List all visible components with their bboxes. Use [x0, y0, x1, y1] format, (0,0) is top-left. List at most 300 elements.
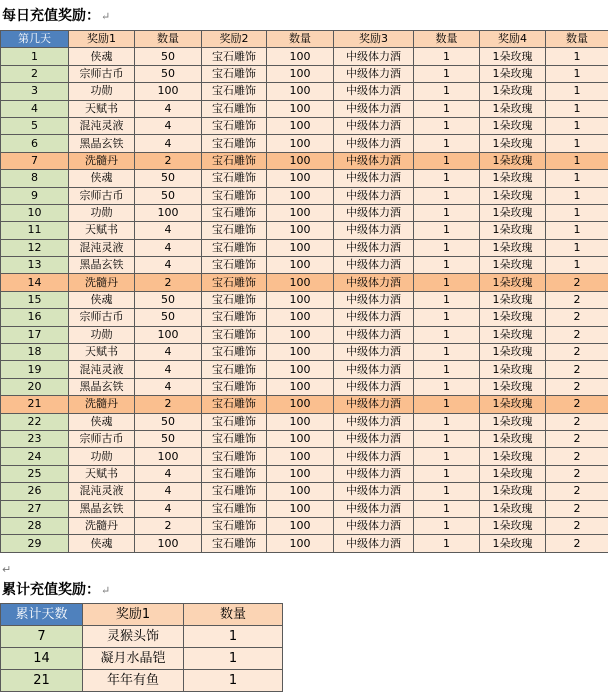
reward-cell: 凝月水晶铠: [83, 648, 184, 670]
reward4-cell: 1朵玫瑰: [480, 344, 546, 361]
reward2-cell: 宝石雕饰: [202, 152, 267, 169]
quantity3-cell: 1: [414, 187, 480, 204]
day-cell: 17: [1, 326, 69, 343]
reward3-cell: 中级体力酒: [334, 344, 414, 361]
reward3-cell: 中级体力酒: [334, 430, 414, 447]
reward3-cell: 中级体力酒: [334, 309, 414, 326]
day-cell: 21: [1, 396, 69, 413]
reward2-cell: 宝石雕饰: [202, 344, 267, 361]
day-cell: 18: [1, 344, 69, 361]
table-row: [1, 309, 608, 326]
quantity3-cell: 1: [414, 170, 480, 187]
reward3-cell: 中级体力酒: [334, 257, 414, 274]
reward1-cell: 宗师古币: [69, 187, 135, 204]
quantity2-cell: 100: [267, 187, 334, 204]
reward3-cell: 中级体力酒: [334, 500, 414, 517]
table-row: [1, 291, 608, 308]
reward2-cell: 宝石雕饰: [202, 170, 267, 187]
reward2-cell: 宝石雕饰: [202, 291, 267, 308]
quantity4-cell: 2: [546, 483, 608, 500]
reward1-cell: 天赋书: [69, 222, 135, 239]
day-cell: 1: [1, 48, 69, 65]
quantity1-cell: 4: [135, 257, 202, 274]
reward3-cell: 中级体力酒: [334, 396, 414, 413]
reward1-cell: 黑晶玄铁: [69, 135, 135, 152]
quantity3-cell: 1: [414, 309, 480, 326]
reward1-cell: 天赋书: [69, 465, 135, 482]
reward4-cell: 1朵玫瑰: [480, 378, 546, 395]
quantity3-cell: 1: [414, 274, 480, 291]
quantity1-cell: 4: [135, 222, 202, 239]
reward3-cell: 中级体力酒: [334, 152, 414, 169]
reward1-cell: 功勋: [69, 448, 135, 465]
quantity2-cell: 100: [267, 274, 334, 291]
quantity2-cell: 100: [267, 448, 334, 465]
reward2-cell: 宝石雕饰: [202, 257, 267, 274]
table-row: [1, 152, 608, 169]
quantity4-cell: 1: [546, 204, 608, 221]
day-cell: 29: [1, 535, 69, 552]
quantity1-cell: 100: [135, 326, 202, 343]
reward2-cell: 宝石雕饰: [202, 239, 267, 256]
day-cell: 5: [1, 117, 69, 134]
quantity4-cell: 2: [546, 413, 608, 430]
column-header: 奖励1: [83, 604, 184, 626]
table-row: [1, 378, 608, 395]
reward4-cell: 1朵玫瑰: [480, 396, 546, 413]
table-row: [1, 430, 608, 447]
quantity2-cell: 100: [267, 378, 334, 395]
quantity1-cell: 50: [135, 430, 202, 447]
table-row: [1, 274, 608, 291]
day-cell: 24: [1, 448, 69, 465]
table-row: [1, 83, 608, 100]
reward2-cell: 宝石雕饰: [202, 465, 267, 482]
table-row: [1, 204, 608, 221]
reward2-cell: 宝石雕饰: [202, 535, 267, 552]
quantity1-cell: 4: [135, 378, 202, 395]
day-cell: 8: [1, 170, 69, 187]
reward4-cell: 1朵玫瑰: [480, 65, 546, 82]
column-header: 数量: [414, 31, 480, 48]
table-row: [1, 626, 283, 648]
quantity4-cell: 2: [546, 430, 608, 447]
quantity1-cell: 2: [135, 517, 202, 534]
quantity1-cell: 50: [135, 48, 202, 65]
quantity1-cell: 4: [135, 344, 202, 361]
quantity-cell: 1: [184, 626, 283, 648]
table-row: [1, 65, 608, 82]
reward3-cell: 中级体力酒: [334, 535, 414, 552]
reward2-cell: 宝石雕饰: [202, 517, 267, 534]
day-cell: 6: [1, 135, 69, 152]
quantity2-cell: 100: [267, 535, 334, 552]
reward3-cell: 中级体力酒: [334, 100, 414, 117]
quantity3-cell: 1: [414, 535, 480, 552]
quantity4-cell: 1: [546, 152, 608, 169]
reward3-cell: 中级体力酒: [334, 83, 414, 100]
reward3-cell: 中级体力酒: [334, 135, 414, 152]
quantity2-cell: 100: [267, 117, 334, 134]
quantity1-cell: 100: [135, 448, 202, 465]
table-row: [1, 170, 608, 187]
reward2-cell: 宝石雕饰: [202, 48, 267, 65]
reward3-cell: 中级体力酒: [334, 291, 414, 308]
table-row: [1, 257, 608, 274]
reward4-cell: 1朵玫瑰: [480, 500, 546, 517]
table-row: [1, 187, 608, 204]
day-cell: 10: [1, 204, 69, 221]
reward1-cell: 侠魂: [69, 291, 135, 308]
paragraph-mark-icon: ↵: [2, 563, 11, 576]
reward2-cell: 宝石雕饰: [202, 135, 267, 152]
quantity1-cell: 4: [135, 135, 202, 152]
reward1-cell: 功勋: [69, 204, 135, 221]
quantity2-cell: 100: [267, 135, 334, 152]
reward2-cell: 宝石雕饰: [202, 187, 267, 204]
quantity2-cell: 100: [267, 413, 334, 430]
day-cell: 12: [1, 239, 69, 256]
reward4-cell: 1朵玫瑰: [480, 135, 546, 152]
day-cell: 27: [1, 500, 69, 517]
quantity4-cell: 1: [546, 83, 608, 100]
quantity1-cell: 4: [135, 465, 202, 482]
reward1-cell: 天赋书: [69, 100, 135, 117]
quantity3-cell: 1: [414, 48, 480, 65]
quantity3-cell: 1: [414, 135, 480, 152]
quantity1-cell: 100: [135, 535, 202, 552]
column-header: 数量: [135, 31, 202, 48]
day-cell: 19: [1, 361, 69, 378]
reward1-cell: 洗髓丹: [69, 396, 135, 413]
reward3-cell: 中级体力酒: [334, 465, 414, 482]
reward3-cell: 中级体力酒: [334, 274, 414, 291]
day-cell: 23: [1, 430, 69, 447]
table-row: [1, 117, 608, 134]
reward1-cell: 侠魂: [69, 413, 135, 430]
quantity2-cell: 100: [267, 204, 334, 221]
quantity2-cell: 100: [267, 361, 334, 378]
table-row: [1, 361, 608, 378]
quantity4-cell: 1: [546, 100, 608, 117]
reward4-cell: 1朵玫瑰: [480, 152, 546, 169]
reward1-cell: 侠魂: [69, 48, 135, 65]
reward2-cell: 宝石雕饰: [202, 448, 267, 465]
column-header: 数量: [184, 604, 283, 626]
quantity4-cell: 2: [546, 361, 608, 378]
day-cell: 16: [1, 309, 69, 326]
reward4-cell: 1朵玫瑰: [480, 483, 546, 500]
quantity4-cell: 1: [546, 239, 608, 256]
day-cell: 2: [1, 65, 69, 82]
quantity1-cell: 50: [135, 65, 202, 82]
reward4-cell: 1朵玫瑰: [480, 361, 546, 378]
quantity3-cell: 1: [414, 222, 480, 239]
daily-header-row: [1, 31, 608, 48]
reward3-cell: 中级体力酒: [334, 170, 414, 187]
quantity4-cell: 1: [546, 170, 608, 187]
quantity3-cell: 1: [414, 500, 480, 517]
quantity2-cell: 100: [267, 48, 334, 65]
quantity4-cell: 2: [546, 517, 608, 534]
reward4-cell: 1朵玫瑰: [480, 309, 546, 326]
day-cell: 25: [1, 465, 69, 482]
quantity2-cell: 100: [267, 326, 334, 343]
reward3-cell: 中级体力酒: [334, 48, 414, 65]
quantity3-cell: 1: [414, 344, 480, 361]
reward1-cell: 黑晶玄铁: [69, 257, 135, 274]
day-cell: 9: [1, 187, 69, 204]
table-row: [1, 239, 608, 256]
reward1-cell: 天赋书: [69, 344, 135, 361]
quantity1-cell: 2: [135, 396, 202, 413]
quantity3-cell: 1: [414, 326, 480, 343]
quantity2-cell: 100: [267, 65, 334, 82]
day-cell: 13: [1, 257, 69, 274]
reward1-cell: 黑晶玄铁: [69, 500, 135, 517]
reward2-cell: 宝石雕饰: [202, 204, 267, 221]
quantity4-cell: 1: [546, 222, 608, 239]
day-cell: 3: [1, 83, 69, 100]
table-row: [1, 648, 283, 670]
day-cell: 15: [1, 291, 69, 308]
table-row: [1, 517, 608, 534]
quantity4-cell: 1: [546, 187, 608, 204]
reward2-cell: 宝石雕饰: [202, 117, 267, 134]
table-row: [1, 465, 608, 482]
quantity3-cell: 1: [414, 117, 480, 134]
quantity1-cell: 50: [135, 291, 202, 308]
quantity3-cell: 1: [414, 204, 480, 221]
reward4-cell: 1朵玫瑰: [480, 257, 546, 274]
quantity3-cell: 1: [414, 413, 480, 430]
days-cell: 7: [1, 626, 83, 648]
reward1-cell: 宗师古币: [69, 309, 135, 326]
quantity2-cell: 100: [267, 465, 334, 482]
quantity3-cell: 1: [414, 448, 480, 465]
paragraph-mark-icon: ↵: [101, 10, 110, 23]
quantity3-cell: 1: [414, 396, 480, 413]
table-row: [1, 100, 608, 117]
day-cell: 20: [1, 378, 69, 395]
table-row: [1, 413, 608, 430]
reward4-cell: 1朵玫瑰: [480, 430, 546, 447]
quantity2-cell: 100: [267, 291, 334, 308]
daily-rewards-heading: 每日充值奖励：↵: [2, 8, 110, 25]
reward4-cell: 1朵玫瑰: [480, 326, 546, 343]
reward4-cell: 1朵玫瑰: [480, 535, 546, 552]
reward2-cell: 宝石雕饰: [202, 396, 267, 413]
table-row: [1, 326, 608, 343]
quantity3-cell: 1: [414, 361, 480, 378]
reward4-cell: 1朵玫瑰: [480, 100, 546, 117]
quantity3-cell: 1: [414, 430, 480, 447]
cumulative-header-row: [1, 604, 283, 626]
quantity4-cell: 2: [546, 326, 608, 343]
quantity1-cell: 50: [135, 187, 202, 204]
reward2-cell: 宝石雕饰: [202, 483, 267, 500]
reward1-cell: 洗髓丹: [69, 152, 135, 169]
reward4-cell: 1朵玫瑰: [480, 291, 546, 308]
quantity3-cell: 1: [414, 378, 480, 395]
quantity2-cell: 100: [267, 517, 334, 534]
quantity1-cell: 4: [135, 500, 202, 517]
quantity2-cell: 100: [267, 430, 334, 447]
reward2-cell: 宝石雕饰: [202, 65, 267, 82]
quantity4-cell: 2: [546, 344, 608, 361]
reward1-cell: 洗髓丹: [69, 274, 135, 291]
quantity4-cell: 2: [546, 309, 608, 326]
reward3-cell: 中级体力酒: [334, 483, 414, 500]
table-row: [1, 344, 608, 361]
day-cell: 11: [1, 222, 69, 239]
quantity2-cell: 100: [267, 396, 334, 413]
quantity1-cell: 4: [135, 239, 202, 256]
quantity2-cell: 100: [267, 170, 334, 187]
day-cell: 26: [1, 483, 69, 500]
reward1-cell: 功勋: [69, 83, 135, 100]
quantity4-cell: 2: [546, 500, 608, 517]
quantity1-cell: 4: [135, 361, 202, 378]
reward2-cell: 宝石雕饰: [202, 361, 267, 378]
quantity1-cell: 2: [135, 274, 202, 291]
quantity4-cell: 2: [546, 448, 608, 465]
quantity1-cell: 100: [135, 204, 202, 221]
table-row: [1, 222, 608, 239]
reward4-cell: 1朵玫瑰: [480, 117, 546, 134]
table-row: [1, 500, 608, 517]
reward3-cell: 中级体力酒: [334, 413, 414, 430]
reward3-cell: 中级体力酒: [334, 239, 414, 256]
reward2-cell: 宝石雕饰: [202, 309, 267, 326]
column-header: 数量: [267, 31, 334, 48]
quantity4-cell: 2: [546, 274, 608, 291]
daily-rewards-table: [0, 30, 608, 553]
quantity2-cell: 100: [267, 257, 334, 274]
reward4-cell: 1朵玫瑰: [480, 413, 546, 430]
quantity2-cell: 100: [267, 483, 334, 500]
quantity1-cell: 50: [135, 413, 202, 430]
reward2-cell: 宝石雕饰: [202, 500, 267, 517]
column-header: 奖励1: [69, 31, 135, 48]
quantity2-cell: 100: [267, 100, 334, 117]
reward-cell: 年年有鱼: [83, 670, 184, 692]
reward1-cell: 宗师古币: [69, 65, 135, 82]
day-cell: 28: [1, 517, 69, 534]
quantity2-cell: 100: [267, 309, 334, 326]
reward2-cell: 宝石雕饰: [202, 274, 267, 291]
quantity1-cell: 2: [135, 152, 202, 169]
quantity-cell: 1: [184, 670, 283, 692]
reward3-cell: 中级体力酒: [334, 326, 414, 343]
quantity2-cell: 100: [267, 222, 334, 239]
reward2-cell: 宝石雕饰: [202, 430, 267, 447]
reward1-cell: 黑晶玄铁: [69, 378, 135, 395]
quantity1-cell: 4: [135, 483, 202, 500]
day-cell: 22: [1, 413, 69, 430]
reward3-cell: 中级体力酒: [334, 448, 414, 465]
quantity-cell: 1: [184, 648, 283, 670]
reward1-cell: 侠魂: [69, 170, 135, 187]
reward4-cell: 1朵玫瑰: [480, 274, 546, 291]
table-row: [1, 135, 608, 152]
quantity3-cell: 1: [414, 152, 480, 169]
quantity4-cell: 1: [546, 257, 608, 274]
quantity3-cell: 1: [414, 83, 480, 100]
quantity4-cell: 2: [546, 396, 608, 413]
quantity3-cell: 1: [414, 239, 480, 256]
reward4-cell: 1朵玫瑰: [480, 517, 546, 534]
cumulative-rewards-heading: 累计充值奖励：↵: [2, 582, 110, 599]
quantity1-cell: 100: [135, 83, 202, 100]
reward1-cell: 混沌灵液: [69, 117, 135, 134]
table-row: [1, 396, 608, 413]
reward1-cell: 混沌灵液: [69, 361, 135, 378]
quantity4-cell: 2: [546, 465, 608, 482]
reward1-cell: 混沌灵液: [69, 239, 135, 256]
quantity1-cell: 4: [135, 117, 202, 134]
quantity1-cell: 50: [135, 309, 202, 326]
quantity3-cell: 1: [414, 65, 480, 82]
column-header: 数量: [546, 31, 608, 48]
reward2-cell: 宝石雕饰: [202, 378, 267, 395]
reward2-cell: 宝石雕饰: [202, 100, 267, 117]
quantity4-cell: 2: [546, 378, 608, 395]
reward2-cell: 宝石雕饰: [202, 222, 267, 239]
reward4-cell: 1朵玫瑰: [480, 204, 546, 221]
reward4-cell: 1朵玫瑰: [480, 448, 546, 465]
quantity4-cell: 1: [546, 135, 608, 152]
reward3-cell: 中级体力酒: [334, 378, 414, 395]
reward4-cell: 1朵玫瑰: [480, 465, 546, 482]
day-cell: 7: [1, 152, 69, 169]
table-row: [1, 535, 608, 552]
quantity2-cell: 100: [267, 152, 334, 169]
quantity3-cell: 1: [414, 100, 480, 117]
quantity2-cell: 100: [267, 83, 334, 100]
column-header: 奖励4: [480, 31, 546, 48]
quantity3-cell: 1: [414, 257, 480, 274]
reward3-cell: 中级体力酒: [334, 361, 414, 378]
quantity2-cell: 100: [267, 344, 334, 361]
day-cell: 4: [1, 100, 69, 117]
reward3-cell: 中级体力酒: [334, 187, 414, 204]
reward4-cell: 1朵玫瑰: [480, 187, 546, 204]
reward1-cell: 侠魂: [69, 535, 135, 552]
quantity3-cell: 1: [414, 483, 480, 500]
reward3-cell: 中级体力酒: [334, 517, 414, 534]
reward1-cell: 混沌灵液: [69, 483, 135, 500]
quantity3-cell: 1: [414, 291, 480, 308]
quantity4-cell: 2: [546, 291, 608, 308]
reward4-cell: 1朵玫瑰: [480, 170, 546, 187]
reward3-cell: 中级体力酒: [334, 65, 414, 82]
paragraph-mark-icon: ↵: [101, 584, 110, 597]
quantity4-cell: 1: [546, 117, 608, 134]
table-row: [1, 448, 608, 465]
reward4-cell: 1朵玫瑰: [480, 83, 546, 100]
reward3-cell: 中级体力酒: [334, 222, 414, 239]
reward4-cell: 1朵玫瑰: [480, 239, 546, 256]
reward-cell: 灵猴头饰: [83, 626, 184, 648]
column-header: 第几天: [1, 31, 69, 48]
reward3-cell: 中级体力酒: [334, 117, 414, 134]
quantity2-cell: 100: [267, 239, 334, 256]
quantity4-cell: 1: [546, 48, 608, 65]
quantity3-cell: 1: [414, 465, 480, 482]
reward1-cell: 宗师古币: [69, 430, 135, 447]
reward3-cell: 中级体力酒: [334, 204, 414, 221]
